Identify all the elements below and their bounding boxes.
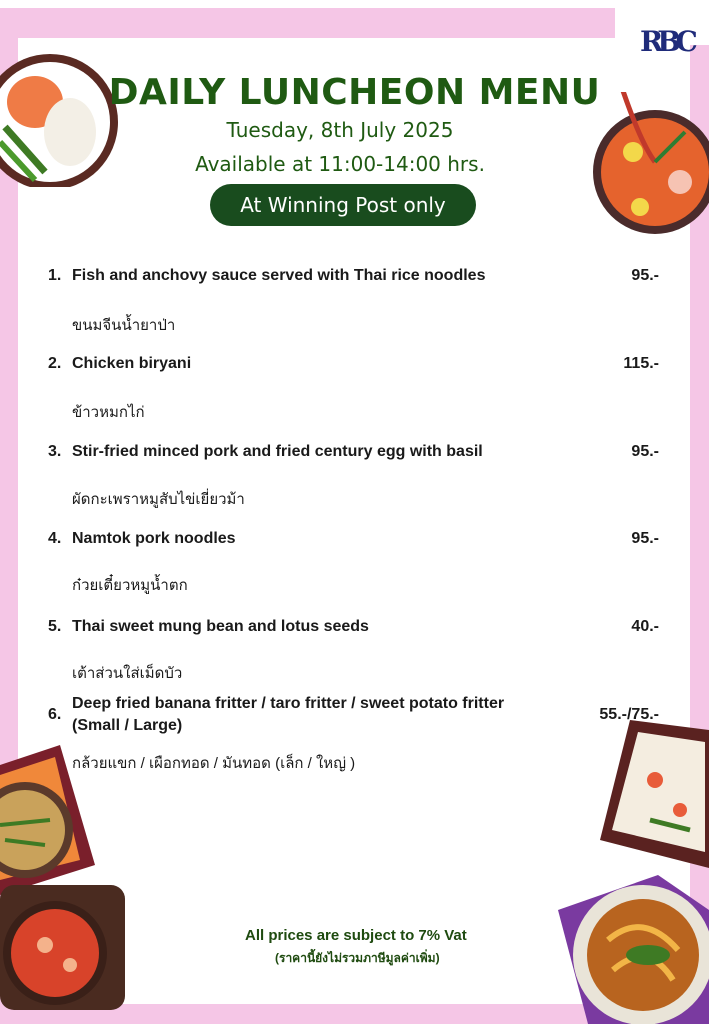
menu-hours: Available at 11:00-14:00 hrs. xyxy=(195,152,485,176)
vat-note: All prices are subject to 7% Vat xyxy=(245,927,467,944)
item-name: Deep fried banana fritter / taro fritter / sweet potato fritter xyxy=(72,695,505,712)
vat-note-thai: (ราคานี้ยังไม่รวมภาษีมูลค่าเพิ่ม) xyxy=(275,951,440,965)
item-price: 95.- xyxy=(631,267,659,284)
item-price: 95.- xyxy=(631,530,659,547)
item-thai-name: ข้าวหมกไก่ xyxy=(72,404,145,421)
item-thai-name: ขนมจีนน้ำยาป่า xyxy=(72,317,176,334)
item-price: 40.- xyxy=(631,618,659,635)
location-badge: At Winning Post only xyxy=(210,184,476,226)
rice-salad-illustration xyxy=(600,720,709,870)
item-thai-name: กล้วยแขก / เผือกทอด / มันทอด (เล็ก / ใหญ่ ) xyxy=(72,755,356,772)
item-number: 4. xyxy=(48,530,62,547)
menu-date: Tuesday, 8th July 2025 xyxy=(226,118,454,142)
item-name: Stir-fried minced pork and fried century egg with basil xyxy=(72,443,483,460)
item-name: Fish and anchovy sauce served with Thai rice noodles xyxy=(72,267,486,284)
club-logo: RBC xyxy=(640,25,692,58)
item-thai-name: เต้าส่วนใส่เม็ดบัว xyxy=(72,665,183,682)
noodle-dish-illustration xyxy=(548,870,709,1024)
item-price: 55.-/75.- xyxy=(599,706,659,723)
item-thai-name: ผัดกะเพราหมูสับไข่เยี่ยวม้า xyxy=(72,491,245,508)
menu-title: DAILY LUNCHEON MENU xyxy=(108,72,601,113)
item-name: Namtok pork noodles xyxy=(72,530,236,547)
item-number: 5. xyxy=(48,618,62,635)
item-name: Thai sweet mung bean and lotus seeds xyxy=(72,618,369,635)
item-number: 1. xyxy=(48,267,62,284)
item-thai-name: ก๋วยเตี๋ยวหมูน้ำตก xyxy=(72,577,188,594)
item-number: 6. xyxy=(48,706,62,723)
item-price: 115.- xyxy=(623,355,659,372)
item-price: 95.- xyxy=(631,443,659,460)
item-size-note: (Small / Large) xyxy=(72,717,183,734)
top-border xyxy=(0,0,709,8)
item-number: 3. xyxy=(48,443,62,460)
item-name: Chicken biryani xyxy=(72,355,192,372)
item-number: 2. xyxy=(48,355,62,372)
curry-bowl-illustration xyxy=(0,885,135,1024)
